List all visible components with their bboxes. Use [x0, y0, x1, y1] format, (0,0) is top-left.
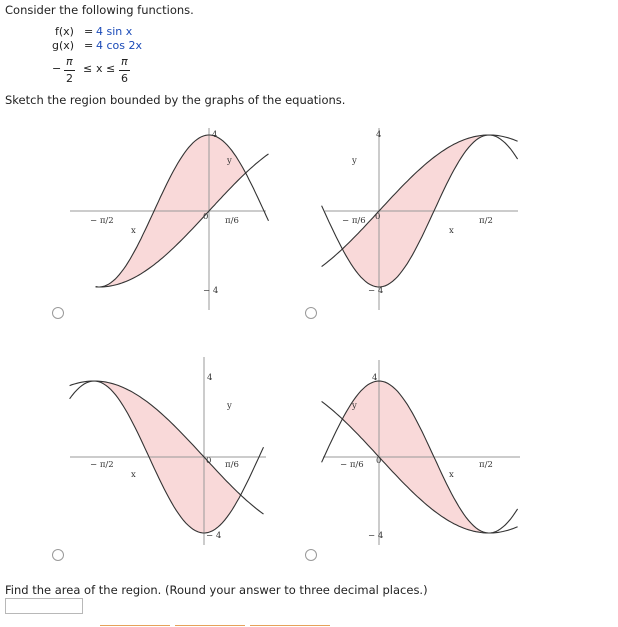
radio-option-c[interactable]: [52, 549, 64, 561]
graph-a-label-neg-4: − 4: [203, 286, 219, 296]
graph-c-label-y: y: [227, 401, 232, 411]
f-label: f(x): [55, 25, 74, 38]
graph-b-label-0: 0: [375, 212, 381, 222]
graph-a-label-0: 0: [203, 212, 209, 222]
interval-variable: x: [96, 62, 103, 75]
answer-underline-3: [250, 625, 330, 626]
graph-option-d: [322, 360, 520, 545]
graph-d-label-pi-2: π/2: [479, 460, 493, 470]
sketch-instruction: Sketch the region bounded by the graphs of the equations.: [5, 93, 346, 107]
graph-d-label-0: 0: [376, 456, 382, 466]
g-expression: 4 cos 2x: [96, 39, 143, 52]
intro-text: Consider the following functions.: [5, 3, 194, 17]
g-label: g(x): [52, 39, 75, 52]
graph-c-label-0: 0: [206, 456, 212, 466]
graph-option-c: [70, 357, 266, 545]
interval-leq-2: ≤: [106, 62, 116, 75]
radio-option-b[interactable]: [305, 307, 317, 319]
graph-c-label-neg-pi-2: − π/2: [90, 460, 114, 470]
interval-right-numerator: π: [121, 55, 128, 68]
graph-a-label-x: x: [131, 226, 136, 236]
interval-left-numerator: π: [66, 55, 73, 68]
graph-b-label-neg-pi-6: − π/6: [342, 216, 366, 226]
radio-option-d[interactable]: [305, 549, 317, 561]
graph-option-a: [70, 128, 269, 310]
graph-c-label-x: x: [131, 470, 136, 480]
graph-a-label-4: 4: [212, 130, 218, 140]
graph-b-label-pi-2: π/2: [479, 216, 493, 226]
graph-d-label-neg-pi-6: − π/6: [340, 460, 364, 470]
interval-left-denominator: 2: [66, 72, 73, 85]
area-answer-input[interactable]: [5, 598, 83, 614]
graph-b-label-4: 4: [376, 130, 382, 140]
radio-option-a[interactable]: [52, 307, 64, 319]
graph-b-label-y: y: [352, 156, 357, 166]
graph-d-label-x: x: [449, 470, 454, 480]
interval-right-denominator: 6: [121, 72, 128, 85]
graph-b-label-neg-4: − 4: [368, 286, 384, 296]
graph-a-label-y: y: [227, 156, 232, 166]
graph-a-label-neg-pi-2: − π/2: [90, 216, 114, 226]
graph-d-label-4: 4: [372, 373, 378, 383]
graph-c-label-pi-6: π/6: [225, 460, 239, 470]
graph-c-label-neg-4: − 4: [206, 531, 222, 541]
graph-d-label-y: y: [352, 401, 357, 411]
graph-d-label-neg-4: − 4: [368, 531, 384, 541]
f-equals: =: [84, 25, 94, 38]
graph-option-b: [322, 128, 518, 310]
interval-leq-1: ≤: [83, 62, 93, 75]
graph-b-label-x: x: [449, 226, 454, 236]
answer-underline-2: [175, 625, 245, 626]
graph-a-label-pi-6: π/6: [225, 216, 239, 226]
g-equals: =: [84, 39, 94, 52]
f-expression: 4 sin x: [96, 25, 133, 38]
graph-c-label-4: 4: [207, 373, 213, 383]
area-question: Find the area of the region. (Round your answer to three decimal places.): [5, 583, 428, 597]
interval-minus: −: [52, 62, 62, 75]
answer-underline-1: [100, 625, 170, 626]
